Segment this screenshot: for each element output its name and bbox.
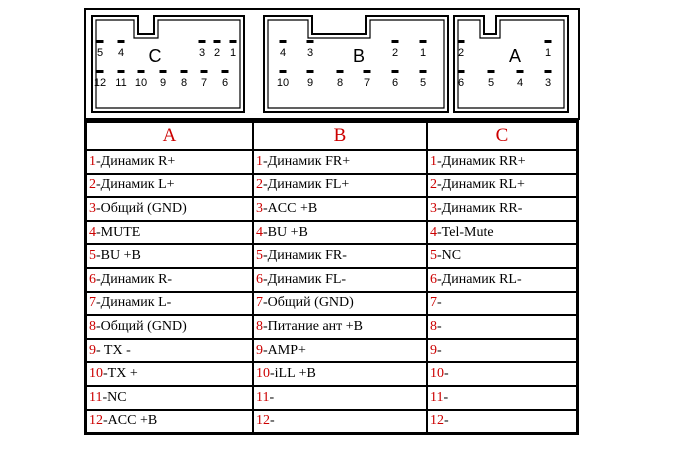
connector-b-bottom-pin-label: 9 (306, 77, 314, 89)
pin-number: 9 (256, 342, 263, 358)
pin-function: -Динамик RR- (437, 200, 523, 216)
connector-a-bottom-pin-label: 5 (487, 77, 495, 89)
connector-c-bottom-pin-marker (160, 70, 167, 73)
pin-cell-c (427, 150, 577, 174)
pin-number: 10 (89, 366, 103, 382)
pin-function: -iLL +B (270, 366, 316, 382)
pin-function: - (443, 389, 449, 405)
connector-diagram (84, 8, 580, 120)
pin-number: 1 (89, 153, 96, 169)
pin-cell-a (86, 244, 253, 268)
connector-c-bottom-pin-label: 11 (115, 77, 127, 89)
pin-function: -Динамик FL+ (263, 177, 350, 193)
pin-cell-b (253, 292, 427, 316)
connector-c-bottom-pin-label: 12 (93, 77, 107, 89)
connector-c-top-pin-label: 3 (198, 47, 206, 59)
pin-function: -Общий (GND) (96, 200, 187, 216)
connector-b-bottom-pin-label: 7 (363, 77, 371, 89)
connector-b-bottom-pin-label: 10 (276, 77, 290, 89)
table-row (86, 315, 577, 339)
connector-a-label: A (508, 46, 522, 66)
connector-b-bottom-pin-label: 8 (336, 77, 344, 89)
pinout-table (84, 120, 579, 435)
table-row (86, 197, 577, 221)
connector-a-top-pin-marker (545, 40, 552, 43)
pin-number: 2 (256, 177, 263, 193)
pin-cell-a (86, 315, 253, 339)
pin-cell-c (427, 292, 577, 316)
pin-number: 2 (430, 177, 437, 193)
pin-function: -NC (437, 248, 462, 264)
pin-function: -Общий (GND) (263, 295, 354, 311)
pin-function: - (444, 366, 449, 382)
connector-a-bottom-pin-marker (545, 70, 552, 73)
pin-cell-b (253, 339, 427, 363)
table-row (86, 362, 577, 386)
connector-b-top-pin-marker (420, 40, 427, 43)
pin-number: 3 (256, 200, 263, 216)
connector-c-top-pin-marker (118, 40, 125, 43)
connector-b-bottom-pin-marker (364, 70, 371, 73)
pin-number: 7 (430, 295, 437, 311)
pin-function: -Динамик RL- (437, 271, 522, 287)
table-row (86, 221, 577, 245)
pin-function: -Tel-Mute (437, 224, 494, 240)
pin-cell-a (86, 221, 253, 245)
pin-cell-b (253, 315, 427, 339)
table-row (86, 339, 577, 363)
pin-function: -MUTE (96, 224, 141, 240)
pin-cell-b (253, 244, 427, 268)
pin-cell-b (253, 150, 427, 174)
pin-number: 11 (89, 389, 103, 405)
pin-cell-c (427, 315, 577, 339)
pin-cell-a (86, 174, 253, 198)
pin-cell-a (86, 410, 253, 434)
pin-number: 1 (256, 153, 263, 169)
pin-function: -Динамик RL+ (437, 177, 525, 193)
connector-a-bottom-pin-marker (458, 70, 465, 73)
connector-c-bottom-pin-marker (97, 70, 104, 73)
table-row (86, 386, 577, 410)
pin-cell-b (253, 386, 427, 410)
table-row (86, 174, 577, 198)
pin-function: - (269, 389, 275, 405)
pin-number: 3 (89, 200, 96, 216)
connector-c-top-pin-label: 4 (117, 47, 125, 59)
connector-c-bottom-pin-label: 7 (200, 77, 208, 89)
connector-b (264, 16, 448, 112)
connector-c-top-pin-marker (230, 40, 237, 43)
pin-number: 12 (89, 413, 103, 429)
pin-function: - (437, 342, 442, 358)
pin-cell-c (427, 221, 577, 245)
pin-cell-b (253, 174, 427, 198)
pin-number: 3 (430, 200, 437, 216)
pin-function: -Динамик FR- (263, 248, 347, 264)
connector-c-bottom-pin-marker (118, 70, 125, 73)
pin-function: -Питание ант +B (263, 318, 364, 334)
connector-c-top-pin-label: 5 (96, 47, 104, 59)
connector-a-top-pin-marker (458, 40, 465, 43)
table-row (86, 150, 577, 174)
pin-number: 11 (256, 389, 270, 405)
pin-cell-b (253, 221, 427, 245)
connector-c-bottom-pin-label: 8 (180, 77, 188, 89)
pin-function: -Динамик R- (96, 271, 173, 287)
connector-a-bottom-pin-marker (488, 70, 495, 73)
connector-a-top-pin-label: 2 (457, 47, 465, 59)
pin-function: -ACC +B (263, 200, 318, 216)
connector-b-label: B (352, 46, 366, 66)
pin-number: 12 (256, 413, 270, 429)
pin-function: -AMP+ (263, 342, 306, 358)
pin-number: 5 (89, 248, 96, 264)
pin-cell-c (427, 410, 577, 434)
column-header-b: B (253, 122, 427, 150)
table-header-row (86, 122, 577, 150)
connector-c-top-pin-label: 1 (229, 47, 237, 59)
pin-number: 5 (256, 248, 263, 264)
connector-c-top-pin-marker (199, 40, 206, 43)
pin-cell-a (86, 386, 253, 410)
pin-cell-c (427, 339, 577, 363)
pin-cell-c (427, 244, 577, 268)
pin-function: -Динамик R+ (96, 153, 176, 169)
pin-number: 11 (430, 389, 444, 405)
pin-function: -ACC +B (103, 413, 158, 429)
connector-b-bottom-pin-label: 5 (419, 77, 427, 89)
pin-number: 2 (89, 177, 96, 193)
table-row (86, 268, 577, 292)
pin-number: 4 (256, 224, 263, 240)
pin-number: 6 (430, 271, 437, 287)
pin-number: 8 (89, 318, 96, 334)
pin-number: 12 (430, 413, 444, 429)
column-header-a: A (86, 122, 253, 150)
pin-cell-c (427, 362, 577, 386)
pin-function: - (437, 295, 442, 311)
connector-b-top-pin-marker (280, 40, 287, 43)
connector-c-bottom-pin-label: 9 (159, 77, 167, 89)
pin-function: -Динамик L+ (96, 177, 175, 193)
pin-cell-a (86, 268, 253, 292)
pin-cell-c (427, 197, 577, 221)
pin-number: 9 (430, 342, 437, 358)
pin-cell-b (253, 268, 427, 292)
connector-b-top-pin-label: 1 (419, 47, 427, 59)
pin-cell-b (253, 197, 427, 221)
connector-a (454, 16, 568, 112)
pin-function: - (437, 318, 442, 334)
pin-cell-a (86, 339, 253, 363)
connector-b-top-pin-marker (392, 40, 399, 43)
pin-number: 4 (430, 224, 437, 240)
connector-c-bottom-pin-label: 6 (221, 77, 229, 89)
pin-function: -Динамик FR+ (263, 153, 351, 169)
connector-b-bottom-pin-label: 6 (391, 77, 399, 89)
pin-cell-a (86, 362, 253, 386)
pin-cell-c (427, 386, 577, 410)
pin-number: 6 (89, 271, 96, 287)
pin-number: 4 (89, 224, 96, 240)
pin-function: -BU +B (263, 224, 308, 240)
pin-number: 7 (89, 295, 96, 311)
connector-a-bottom-pin-label: 4 (516, 77, 524, 89)
pin-function: -Динамик L- (96, 295, 172, 311)
pin-number: 10 (430, 366, 444, 382)
connector-b-bottom-pin-marker (307, 70, 314, 73)
pin-number: 9 (89, 342, 96, 358)
connector-b-bottom-pin-marker (280, 70, 287, 73)
pin-cell-a (86, 292, 253, 316)
pin-function: -Общий (GND) (96, 318, 187, 334)
pin-number: 6 (256, 271, 263, 287)
pin-function: - (270, 413, 275, 429)
pin-number: 5 (430, 248, 437, 264)
pin-function: - TX - (96, 342, 131, 358)
connector-b-top-pin-marker (307, 40, 314, 43)
pin-number: 8 (430, 318, 437, 334)
pin-number: 1 (430, 153, 437, 169)
connector-a-bottom-pin-marker (517, 70, 524, 73)
connector-c-label: C (148, 46, 162, 66)
connector-b-bottom-pin-marker (420, 70, 427, 73)
pin-function: -Динамик FL- (263, 271, 347, 287)
pin-cell-c (427, 268, 577, 292)
connector-c-top-pin-marker (97, 40, 104, 43)
connector-a-top-pin-label: 1 (544, 47, 552, 59)
pin-cell-a (86, 150, 253, 174)
pin-function: -Динамик RR+ (437, 153, 526, 169)
connector-c-bottom-pin-marker (201, 70, 208, 73)
pin-number: 10 (256, 366, 270, 382)
connector-a-bottom-pin-label: 6 (457, 77, 465, 89)
connector-b-bottom-pin-marker (337, 70, 344, 73)
pin-cell-c (427, 174, 577, 198)
table-row (86, 410, 577, 434)
connector-c-bottom-pin-marker (138, 70, 145, 73)
pin-number: 8 (256, 318, 263, 334)
connector-c-top-pin-marker (214, 40, 221, 43)
pin-cell-b (253, 410, 427, 434)
pin-cell-a (86, 197, 253, 221)
connector-b-top-pin-label: 4 (279, 47, 287, 59)
pin-number: 7 (256, 295, 263, 311)
connector-c-bottom-pin-label: 10 (134, 77, 148, 89)
table-row (86, 244, 577, 268)
pin-function: - (444, 413, 449, 429)
pin-function: -BU +B (96, 248, 141, 264)
connector-c-top-pin-label: 2 (213, 47, 221, 59)
connector-b-bottom-pin-marker (392, 70, 399, 73)
column-header-c: C (427, 122, 577, 150)
connector-c-bottom-pin-marker (222, 70, 229, 73)
pin-function: -TX + (103, 366, 138, 382)
connector-b-top-pin-label: 3 (306, 47, 314, 59)
pin-function: -NC (102, 389, 127, 405)
pin-cell-b (253, 362, 427, 386)
connector-a-bottom-pin-label: 3 (544, 77, 552, 89)
connector-b-top-pin-label: 2 (391, 47, 399, 59)
connector-c (92, 16, 244, 112)
connector-c-bottom-pin-marker (181, 70, 188, 73)
table-row (86, 292, 577, 316)
